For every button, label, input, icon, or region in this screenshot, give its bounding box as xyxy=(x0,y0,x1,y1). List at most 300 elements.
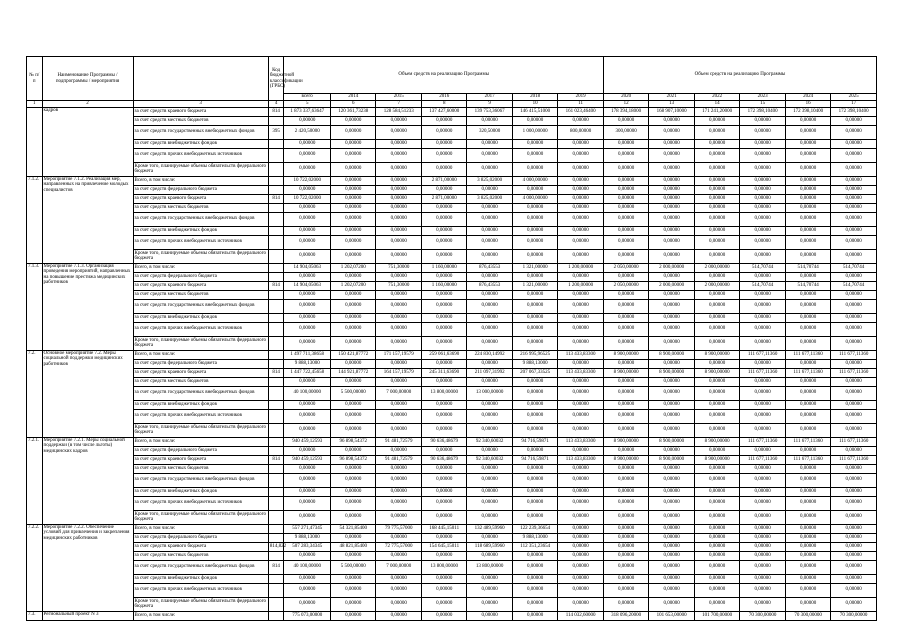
amount-cell: 9 888,13000 xyxy=(284,533,331,542)
amount-cell: 10 722,02000 xyxy=(284,194,331,203)
amount-cell: 0,00000 xyxy=(831,116,877,125)
amount-cell: 0,00000 xyxy=(785,336,830,350)
amount-cell: 0,00000 xyxy=(330,290,375,299)
amount-cell: 0,00000 xyxy=(421,446,466,455)
table-row xyxy=(27,386,877,400)
amount-cell: 751,30000 xyxy=(376,281,421,290)
amount-cell: 0,00000 xyxy=(376,336,421,350)
amount-cell: 0,00000 xyxy=(831,185,877,194)
amount-cell: 0,00000 xyxy=(330,446,375,455)
amount-cell: 0,00000 xyxy=(330,116,375,125)
amount-cell: 0,00000 xyxy=(831,226,877,235)
amount-cell: 0,00000 xyxy=(467,235,512,249)
amount-cell: 0,00000 xyxy=(467,185,512,194)
amount-cell: 0,00000 xyxy=(740,249,785,263)
amount-cell: 0,00000 xyxy=(467,359,512,368)
amount-cell: 0,00000 xyxy=(785,473,830,487)
grbs-code xyxy=(268,235,284,249)
amount-cell: 0,00000 xyxy=(421,597,466,611)
amount-cell: 13 800,00000 xyxy=(421,560,466,574)
amount-cell: 0,00000 xyxy=(649,313,694,322)
amount-cell: 940 459,12593 xyxy=(284,455,331,464)
amount-cell: 1 873 337,63647 xyxy=(284,107,331,116)
header-num: № п/п xyxy=(27,57,43,101)
amount-cell: 0,00000 xyxy=(330,313,375,322)
amount-cell: 0,00000 xyxy=(603,464,648,473)
amount-cell: 0,00000 xyxy=(785,597,830,611)
amount-cell: 0,00000 xyxy=(376,533,421,542)
amount-cell: 70 300,00000 xyxy=(785,611,830,620)
amount-cell: 0,00000 xyxy=(603,524,648,533)
header-year: 2015 xyxy=(376,94,421,101)
amount-cell: 0,00000 xyxy=(376,487,421,496)
amount-cell: 8 900,00000 xyxy=(694,368,739,377)
amount-cell: 0,00000 xyxy=(603,510,648,524)
header-col-number: 5 xyxy=(284,101,331,108)
amount-cell: 0,00000 xyxy=(694,510,739,524)
funding-source: Всего, в том числе: xyxy=(133,611,268,620)
amount-cell: 0,00000 xyxy=(558,542,604,551)
grbs-code xyxy=(268,423,284,437)
amount-cell: 0,00000 xyxy=(694,377,739,386)
grbs-code xyxy=(268,148,284,162)
amount-cell: 8 900,00000 xyxy=(603,455,648,464)
grbs-code xyxy=(268,574,284,583)
amount-cell: 0,00000 xyxy=(831,560,877,574)
amount-cell: 0,00000 xyxy=(330,400,375,409)
amount-cell: 132 489,59960 xyxy=(467,524,512,533)
amount-cell: 94 716,59871 xyxy=(512,455,557,464)
amount-cell: 0,00000 xyxy=(694,162,739,176)
amount-cell: 0,00000 xyxy=(694,446,739,455)
amount-cell: 0,00000 xyxy=(512,226,557,235)
amount-cell: 1 160,00000 xyxy=(421,263,466,272)
amount-cell: 0,00000 xyxy=(831,194,877,203)
amount-cell: 2 050,00000 xyxy=(603,281,648,290)
table-row xyxy=(27,176,877,185)
amount-cell: 0,00000 xyxy=(831,487,877,496)
amount-cell: 172 398,10400 xyxy=(785,107,830,116)
amount-cell: 2 000,00000 xyxy=(649,263,694,272)
amount-cell: 507 283,34345 xyxy=(284,542,331,551)
amount-cell: 0,00000 xyxy=(512,203,557,212)
amount-cell: 0,00000 xyxy=(421,322,466,336)
amount-cell: 0,00000 xyxy=(785,409,830,423)
funding-source: Всего, в том числе: xyxy=(133,437,268,446)
amount-cell: 0,00000 xyxy=(284,583,331,597)
amount-cell: 8 900,00000 xyxy=(649,437,694,446)
amount-cell: 0,00000 xyxy=(512,551,557,560)
amount-cell: 0,00000 xyxy=(785,176,830,185)
amount-cell: 8 900,00000 xyxy=(649,350,694,359)
amount-cell: 0,00000 xyxy=(831,249,877,263)
amount-cell: 0,00000 xyxy=(421,487,466,496)
amount-cell: 164 157,19579 xyxy=(376,368,421,377)
amount-cell: 137 427,60000 xyxy=(421,107,466,116)
amount-cell: 0,00000 xyxy=(376,464,421,473)
funding-source: за счет средств государственных внебюджетных фондов xyxy=(133,299,268,313)
amount-cell: 0,00000 xyxy=(785,299,830,313)
header-col-number: 12 xyxy=(603,101,648,108)
amount-cell: 2 050,00000 xyxy=(603,263,648,272)
amount-cell: 10 722,02000 xyxy=(284,176,331,185)
amount-cell: 0,00000 xyxy=(603,299,648,313)
amount-cell: 0,00000 xyxy=(649,272,694,281)
amount-cell: 0,00000 xyxy=(284,212,331,226)
header-col-number: 10 xyxy=(512,101,557,108)
amount-cell: 0,00000 xyxy=(694,560,739,574)
table-row xyxy=(27,249,877,263)
header-year: 2016 xyxy=(421,94,466,101)
grbs-code xyxy=(268,226,284,235)
funding-source: за счет средств местных бюджетов xyxy=(133,464,268,473)
amount-cell: 0,00000 xyxy=(512,235,557,249)
amount-cell: 0,00000 xyxy=(831,464,877,473)
amount-cell: 168 445,15011 xyxy=(421,524,466,533)
amount-cell: 0,00000 xyxy=(603,551,648,560)
amount-cell: 0,00000 xyxy=(785,162,830,176)
amount-cell: 139 753,36067 xyxy=(467,107,512,116)
amount-cell: 0,00000 xyxy=(467,313,512,322)
amount-cell: 0,00000 xyxy=(785,386,830,400)
amount-cell: 0,00000 xyxy=(558,313,604,322)
amount-cell: 90 636,48679 xyxy=(421,455,466,464)
funding-source: за счет средств краевого бюджета xyxy=(133,368,268,377)
funding-source: Всего, в том числе: xyxy=(133,263,268,272)
amount-cell: 0,00000 xyxy=(421,533,466,542)
grbs-code xyxy=(268,377,284,386)
amount-cell: 0,00000 xyxy=(694,574,739,583)
amount-cell: 8 900,00000 xyxy=(694,437,739,446)
amount-cell: 0,00000 xyxy=(284,116,331,125)
amount-cell: 0,00000 xyxy=(284,473,331,487)
amount-cell: 92 340,60032 xyxy=(467,455,512,464)
amount-cell: 0,00000 xyxy=(649,162,694,176)
amount-cell: 514,70744 xyxy=(740,281,785,290)
amount-cell: 0,00000 xyxy=(330,423,375,437)
amount-cell: 245 311,63690 xyxy=(421,368,466,377)
amount-cell: 0,00000 xyxy=(467,464,512,473)
amount-cell: 0,00000 xyxy=(740,464,785,473)
funding-source: за счет средств федерального бюджета xyxy=(133,446,268,455)
amount-cell: 111 677,11360 xyxy=(740,350,785,359)
amount-cell: 0,00000 xyxy=(831,313,877,322)
amount-cell: 0,00000 xyxy=(284,235,331,249)
amount-cell: 0,00000 xyxy=(376,226,421,235)
amount-cell: 0,00000 xyxy=(694,409,739,423)
amount-cell: 0,00000 xyxy=(421,473,466,487)
amount-cell: 0,00000 xyxy=(284,148,331,162)
amount-cell: 0,00000 xyxy=(694,322,739,336)
amount-cell: 0,00000 xyxy=(558,194,604,203)
amount-cell: 0,00000 xyxy=(603,423,648,437)
amount-cell: 0,00000 xyxy=(740,203,785,212)
amount-cell: 0,00000 xyxy=(831,551,877,560)
funding-source: за счет средств государственных внебюджетных фондов xyxy=(133,125,268,139)
amount-cell: 113 433,83300 xyxy=(558,350,604,359)
amount-cell: 0,00000 xyxy=(603,487,648,496)
amount-cell: 92 340,60032 xyxy=(467,437,512,446)
table-row xyxy=(27,464,877,473)
amount-cell: 0,00000 xyxy=(376,212,421,226)
amount-cell: 101 700,00000 xyxy=(694,611,739,620)
amount-cell: 113 433,83300 xyxy=(558,455,604,464)
amount-cell: 0,00000 xyxy=(740,116,785,125)
table-row xyxy=(27,551,877,560)
amount-cell: 0,00000 xyxy=(694,249,739,263)
amount-cell: 0,00000 xyxy=(694,139,739,148)
amount-cell: 0,00000 xyxy=(785,290,830,299)
amount-cell: 0,00000 xyxy=(649,299,694,313)
amount-cell: 0,00000 xyxy=(649,487,694,496)
amount-cell: 8 900,00000 xyxy=(603,350,648,359)
amount-cell: 216 995,96525 xyxy=(512,350,557,359)
header-year: 2014 xyxy=(330,94,375,101)
amount-cell: 318 096,20000 xyxy=(603,611,648,620)
funding-source: Кроме того, планируемые объемы обязательств федерального бюджета xyxy=(133,249,268,263)
amount-cell: 0,00000 xyxy=(831,299,877,313)
amount-cell: 0,00000 xyxy=(740,139,785,148)
header-col-number: 17 xyxy=(831,101,877,108)
amount-cell: 0,00000 xyxy=(330,299,375,313)
amount-cell: 0,00000 xyxy=(831,148,877,162)
amount-cell: 0,00000 xyxy=(603,185,648,194)
grbs-code xyxy=(268,487,284,496)
table-row xyxy=(27,350,877,359)
amount-cell: 0,00000 xyxy=(649,533,694,542)
amount-cell: 0,00000 xyxy=(740,125,785,139)
amount-cell: 0,00000 xyxy=(558,423,604,437)
amount-cell: 0,00000 xyxy=(284,496,331,510)
amount-cell: 172 398,10400 xyxy=(831,107,877,116)
amount-cell: 0,00000 xyxy=(284,290,331,299)
amount-cell: 0,00000 xyxy=(649,597,694,611)
amount-cell: 0,00000 xyxy=(649,386,694,400)
amount-cell: 0,00000 xyxy=(512,212,557,226)
amount-cell: 0,00000 xyxy=(558,409,604,423)
amount-cell: 9 888,13000 xyxy=(284,359,331,368)
amount-cell: 0,00000 xyxy=(603,226,648,235)
amount-cell: 0,00000 xyxy=(330,496,375,510)
amount-cell: 0,00000 xyxy=(421,290,466,299)
grbs-code: 814 xyxy=(268,368,284,377)
amount-cell: 111 677,11360 xyxy=(785,455,830,464)
funding-source: за счет средств прочих внебюджетных источников xyxy=(133,496,268,510)
amount-cell: 70 300,00000 xyxy=(740,611,785,620)
amount-cell: 0,00000 xyxy=(694,116,739,125)
funding-source: Всего, в том числе: xyxy=(133,176,268,185)
amount-cell: 0,00000 xyxy=(694,235,739,249)
header-col-number: 13 xyxy=(649,101,694,108)
amount-cell: 0,00000 xyxy=(512,139,557,148)
amount-cell: 171 157,19579 xyxy=(376,350,421,359)
grbs-code xyxy=(268,116,284,125)
measure-name: кадров xyxy=(42,107,133,176)
amount-cell: 0,00000 xyxy=(649,139,694,148)
amount-cell: 0,00000 xyxy=(649,560,694,574)
amount-cell: 0,00000 xyxy=(649,185,694,194)
amount-cell: 0,00000 xyxy=(649,290,694,299)
amount-cell: 0,00000 xyxy=(694,386,739,400)
amount-cell: 0,00000 xyxy=(330,226,375,235)
amount-cell: 2 000,00000 xyxy=(694,263,739,272)
grbs-code: 814 xyxy=(268,455,284,464)
amount-cell: 0,00000 xyxy=(376,203,421,212)
amount-cell: 0,00000 xyxy=(558,290,604,299)
amount-cell: 0,00000 xyxy=(558,272,604,281)
amount-cell: 0,00000 xyxy=(785,322,830,336)
header-col-number: 15 xyxy=(740,101,785,108)
amount-cell: 0,00000 xyxy=(603,473,648,487)
amount-cell: 0,00000 xyxy=(740,574,785,583)
grbs-code xyxy=(268,386,284,400)
amount-cell: 1 202,07200 xyxy=(330,263,375,272)
grbs-code: 814 xyxy=(268,194,284,203)
amount-cell: 0,00000 xyxy=(740,359,785,368)
amount-cell: 0,00000 xyxy=(421,116,466,125)
grbs-code xyxy=(268,263,284,272)
amount-cell: 0,00000 xyxy=(330,533,375,542)
funding-source: за счет средств внебюджетных фондов xyxy=(133,226,268,235)
amount-cell: 111 677,11360 xyxy=(831,350,877,359)
amount-cell: 2 871,00000 xyxy=(421,194,466,203)
amount-cell: 0,00000 xyxy=(649,125,694,139)
table-row xyxy=(27,611,877,620)
amount-cell: 2 000,00000 xyxy=(694,281,739,290)
amount-cell: 514,70744 xyxy=(785,263,830,272)
amount-cell: 0,00000 xyxy=(421,162,466,176)
amount-cell: 0,00000 xyxy=(376,162,421,176)
header-code: Код бюджетной классификации (ГРБС) xyxy=(268,57,284,101)
amount-cell: 0,00000 xyxy=(284,446,331,455)
header-year: 2021 xyxy=(649,94,694,101)
amount-cell: 113 433,83300 xyxy=(558,368,604,377)
table-row xyxy=(27,281,877,290)
amount-cell: 0,00000 xyxy=(376,299,421,313)
measure-name: Мероприятие 7.1.3. Организация проведения мероприятий, направленных на повышение престижа медицинских работников xyxy=(42,263,133,350)
amount-cell: 0,00000 xyxy=(467,473,512,487)
amount-cell: 0,00000 xyxy=(831,496,877,510)
amount-cell: 0,00000 xyxy=(831,446,877,455)
amount-cell: 0,00000 xyxy=(376,322,421,336)
amount-cell: 0,00000 xyxy=(558,400,604,409)
amount-cell: 0,00000 xyxy=(740,583,785,597)
grbs-code: 814 xyxy=(268,560,284,574)
amount-cell: 0,00000 xyxy=(284,551,331,560)
amount-cell: 0,00000 xyxy=(740,510,785,524)
amount-cell: 0,00000 xyxy=(785,551,830,560)
amount-cell: 0,00000 xyxy=(376,409,421,423)
amount-cell: 0,00000 xyxy=(694,359,739,368)
amount-cell: 0,00000 xyxy=(785,560,830,574)
amount-cell: 0,00000 xyxy=(785,125,830,139)
amount-cell: 0,00000 xyxy=(330,162,375,176)
row-number: 7.2.1. xyxy=(27,437,43,524)
amount-cell: 2 420,50000 xyxy=(284,125,331,139)
table-row xyxy=(27,423,877,437)
amount-cell: 0,00000 xyxy=(330,464,375,473)
amount-cell: 0,00000 xyxy=(330,510,375,524)
grbs-code xyxy=(268,533,284,542)
amount-cell: 0,00000 xyxy=(558,185,604,194)
amount-cell: 0,00000 xyxy=(603,542,648,551)
amount-cell: 0,00000 xyxy=(330,139,375,148)
funding-source: за счет средств местных бюджетов xyxy=(133,203,268,212)
amount-cell: 0,00000 xyxy=(649,400,694,409)
amount-cell: 0,00000 xyxy=(785,510,830,524)
amount-cell: 150 421,87772 xyxy=(330,350,375,359)
amount-cell: 0,00000 xyxy=(740,194,785,203)
amount-cell: 0,00000 xyxy=(740,533,785,542)
amount-cell: 0,00000 xyxy=(831,272,877,281)
amount-cell: 0,00000 xyxy=(785,377,830,386)
amount-cell: 8 900,00000 xyxy=(603,368,648,377)
funding-source: Кроме того, планируемые объемы обязательств федерального бюджета xyxy=(133,336,268,350)
amount-cell: 0,00000 xyxy=(785,574,830,583)
amount-cell: 0,00000 xyxy=(831,235,877,249)
amount-cell: 0,00000 xyxy=(467,203,512,212)
funding-source: за счет средств внебюджетных фондов xyxy=(133,574,268,583)
amount-cell: 514,70744 xyxy=(831,263,877,272)
amount-cell: 224 830,14992 xyxy=(467,350,512,359)
amount-cell: 79 775,57000 xyxy=(376,524,421,533)
amount-cell: 0,00000 xyxy=(649,551,694,560)
grbs-code xyxy=(268,139,284,148)
measure-name: Региональный проект N 3 xyxy=(42,611,133,620)
amount-cell: 2 000,00000 xyxy=(649,281,694,290)
amount-cell: 0,00000 xyxy=(284,203,331,212)
header-year: 2018 xyxy=(512,94,557,101)
amount-cell: 0,00000 xyxy=(694,597,739,611)
amount-cell: 0,00000 xyxy=(376,185,421,194)
amount-cell: 96 898,54372 xyxy=(330,437,375,446)
amount-cell: 0,00000 xyxy=(831,473,877,487)
table-row xyxy=(27,125,877,139)
amount-cell: 514,70744 xyxy=(740,263,785,272)
header-col-number: 8 xyxy=(421,101,466,108)
header-year: 2022 xyxy=(694,94,739,101)
amount-cell: 0,00000 xyxy=(603,386,648,400)
amount-cell: 0,00000 xyxy=(467,162,512,176)
amount-cell: 0,00000 xyxy=(694,542,739,551)
amount-cell: 128 584,51233 xyxy=(376,107,421,116)
table-row xyxy=(27,400,877,409)
amount-cell: 0,00000 xyxy=(740,148,785,162)
amount-cell: 0,00000 xyxy=(785,203,830,212)
amount-cell: 72 775,57000 xyxy=(376,542,421,551)
amount-cell: 0,00000 xyxy=(694,226,739,235)
amount-cell: 557 271,47345 xyxy=(284,524,331,533)
amount-cell: 0,00000 xyxy=(421,139,466,148)
header-funds-2: Объем средств на реализацию Программы xyxy=(603,57,876,94)
amount-cell: 0,00000 xyxy=(603,533,648,542)
amount-cell: 0,00000 xyxy=(694,551,739,560)
amount-cell: 0,00000 xyxy=(376,473,421,487)
amount-cell: 0,00000 xyxy=(785,423,830,437)
amount-cell: 1 200,00000 xyxy=(558,281,604,290)
amount-cell: 0,00000 xyxy=(603,336,648,350)
amount-cell: 0,00000 xyxy=(284,139,331,148)
grbs-code xyxy=(268,185,284,194)
amount-cell: 320,50000 xyxy=(467,125,512,139)
amount-cell: 0,00000 xyxy=(785,313,830,322)
amount-cell: 0,00000 xyxy=(330,409,375,423)
amount-cell: 0,00000 xyxy=(649,194,694,203)
grbs-code: 395 xyxy=(268,125,284,139)
grbs-code: 814,822 xyxy=(268,542,284,551)
amount-cell: 0,00000 xyxy=(330,551,375,560)
amount-cell: 0,00000 xyxy=(467,336,512,350)
